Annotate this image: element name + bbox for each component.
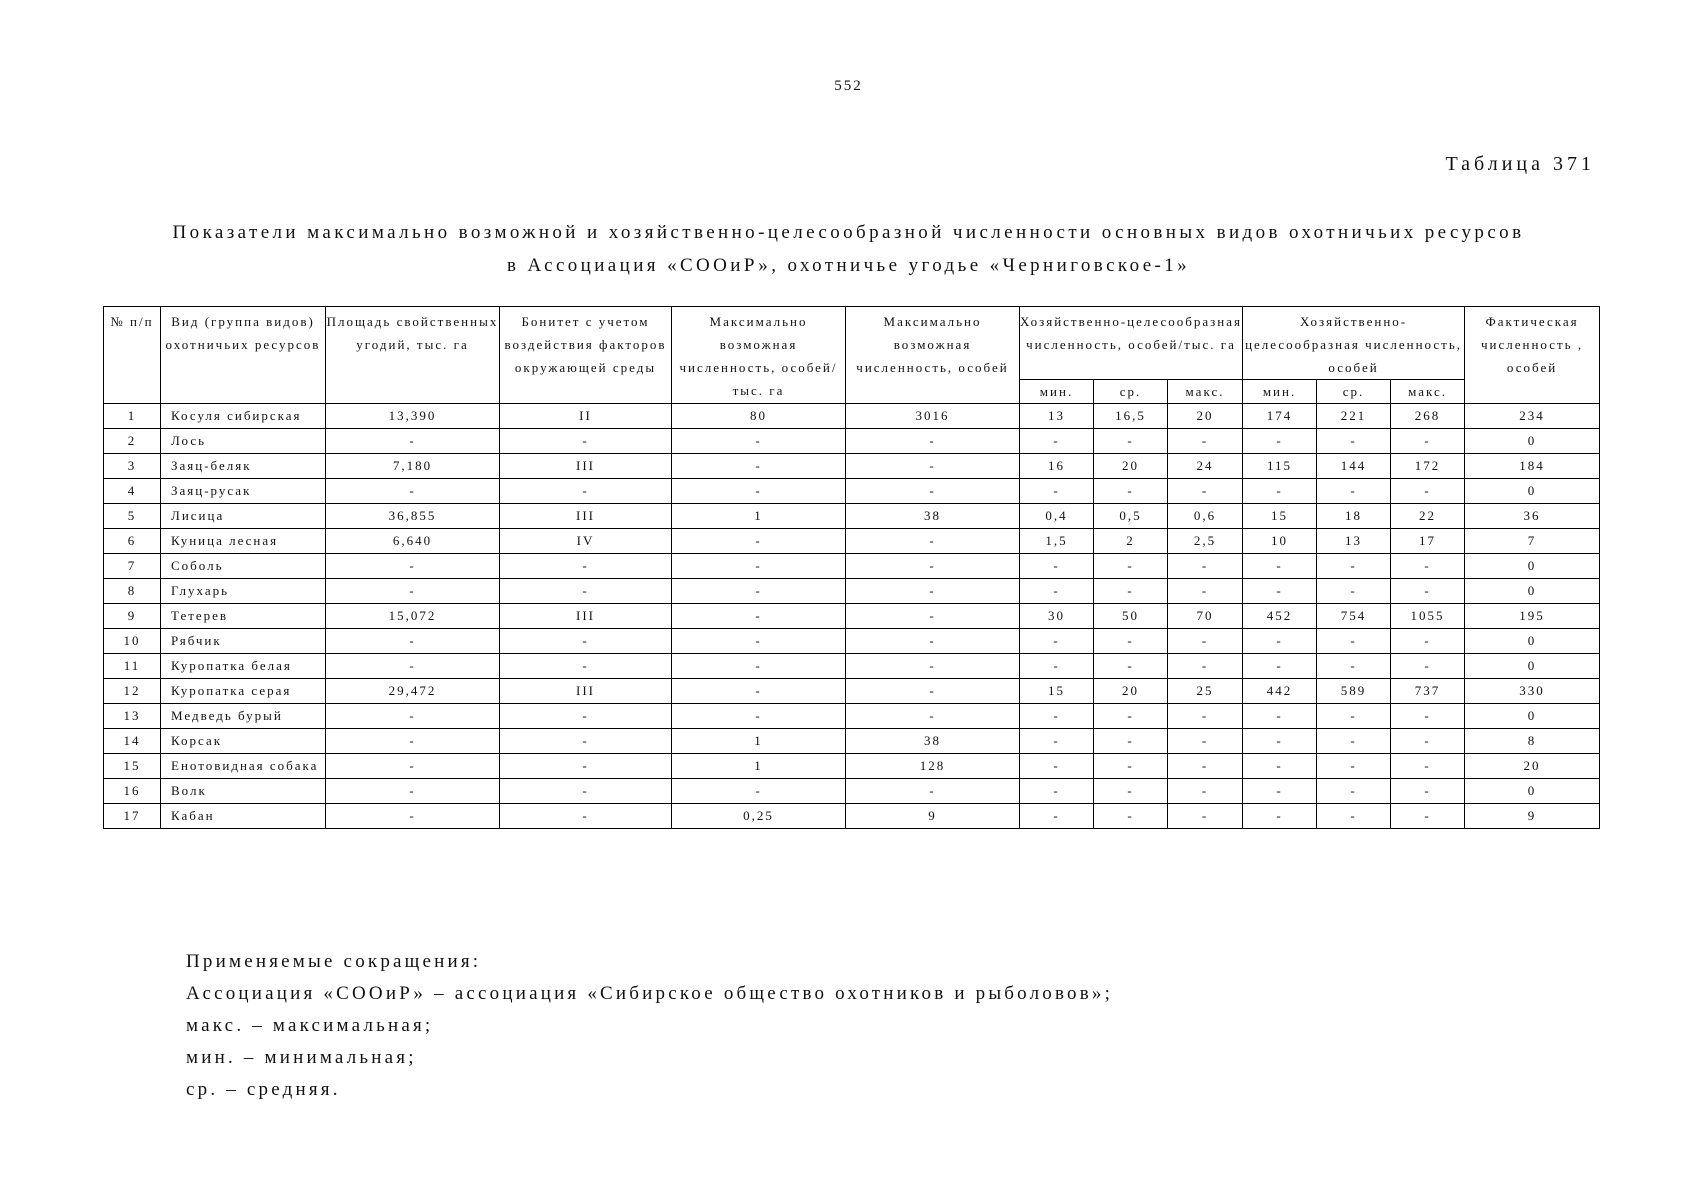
table-cell: - xyxy=(500,579,672,604)
table-cell: - xyxy=(1168,554,1243,579)
table-cell: - xyxy=(1243,704,1317,729)
table-cell: - xyxy=(500,479,672,504)
table-row xyxy=(104,604,1600,629)
table-cell: - xyxy=(500,754,672,779)
table-cell: 13,390 xyxy=(326,404,500,429)
table-cell: - xyxy=(326,779,500,804)
table-cell: - xyxy=(326,554,500,579)
table-cell: - xyxy=(500,729,672,754)
species-cell: Куропатка серая xyxy=(161,679,326,704)
table-cell: - xyxy=(1391,629,1465,654)
table-cell: II xyxy=(500,404,672,429)
table-cell: 22 xyxy=(1391,504,1465,529)
table-cell: - xyxy=(1317,729,1391,754)
header-econ-density: Хозяйственно-целесообразная численность, особей/тыс. га xyxy=(1020,307,1243,380)
table-cell: 13 xyxy=(1020,404,1094,429)
table-cell: - xyxy=(1243,779,1317,804)
table-cell: - xyxy=(846,604,1020,629)
table-cell: 195 xyxy=(1465,604,1600,629)
table-cell: 17 xyxy=(1391,529,1465,554)
table-cell: - xyxy=(1243,479,1317,504)
table-row xyxy=(104,504,1600,529)
table-cell: - xyxy=(846,429,1020,454)
table-cell: - xyxy=(326,429,500,454)
table-cell: 25 xyxy=(1168,679,1243,704)
table-cell: - xyxy=(1094,479,1168,504)
table-cell: 0 xyxy=(1465,579,1600,604)
table-cell: 1,5 xyxy=(1020,529,1094,554)
table-cell: 13 xyxy=(1317,529,1391,554)
table-cell: 18 xyxy=(1317,504,1391,529)
table-cell: - xyxy=(1243,804,1317,829)
table-cell: - xyxy=(1020,554,1094,579)
table-cell: 36,855 xyxy=(326,504,500,529)
table-cell: 7 xyxy=(1465,529,1600,554)
header-actual: Фактическая численность , особей xyxy=(1465,307,1600,404)
table-row xyxy=(104,779,1600,804)
table-cell: - xyxy=(672,654,846,679)
subheader-max: макс. xyxy=(1168,380,1243,404)
table-cell: 80 xyxy=(672,404,846,429)
table-cell: - xyxy=(326,479,500,504)
species-cell: Лось xyxy=(161,429,326,454)
table-cell: III xyxy=(500,504,672,529)
table-cell: - xyxy=(672,604,846,629)
row-number-cell: 14 xyxy=(104,729,161,754)
table-cell: - xyxy=(1168,629,1243,654)
table-row xyxy=(104,679,1600,704)
table-cell: - xyxy=(672,679,846,704)
table-cell: 442 xyxy=(1243,679,1317,704)
table-cell: - xyxy=(672,629,846,654)
table-body xyxy=(104,404,1600,829)
species-cell: Соболь xyxy=(161,554,326,579)
row-number-cell: 4 xyxy=(104,479,161,504)
table-cell: 754 xyxy=(1317,604,1391,629)
table-cell: IV xyxy=(500,529,672,554)
table-cell: - xyxy=(1168,729,1243,754)
table-row xyxy=(104,479,1600,504)
subheader-min: мин. xyxy=(1243,380,1317,404)
table-cell: 221 xyxy=(1317,404,1391,429)
table-cell: - xyxy=(846,529,1020,554)
table-cell: - xyxy=(1094,804,1168,829)
table-cell: - xyxy=(1168,779,1243,804)
table-cell: - xyxy=(672,479,846,504)
table-cell: 1055 xyxy=(1391,604,1465,629)
table-caption xyxy=(0,216,1697,282)
table-cell: - xyxy=(500,429,672,454)
species-cell: Енотовидная собака xyxy=(161,754,326,779)
table-cell: 172 xyxy=(1391,454,1465,479)
table-cell: III xyxy=(500,604,672,629)
table-row xyxy=(104,804,1600,829)
table-cell: - xyxy=(1391,729,1465,754)
table-cell: - xyxy=(1317,754,1391,779)
table-cell: - xyxy=(1020,729,1094,754)
table-cell: - xyxy=(672,554,846,579)
row-number-cell: 5 xyxy=(104,504,161,529)
subheader-min: мин. xyxy=(1020,380,1094,404)
table-cell: - xyxy=(1317,629,1391,654)
table-cell: - xyxy=(1391,479,1465,504)
row-number-cell: 15 xyxy=(104,754,161,779)
table-cell: - xyxy=(1317,579,1391,604)
table-row xyxy=(104,404,1600,429)
table-cell: - xyxy=(1094,629,1168,654)
table-row xyxy=(104,629,1600,654)
notes-line: Ассоциация «СООиР» – ассоциация «Сибирское общество охотников и рыболовов»; xyxy=(186,983,1114,1004)
table-cell: 737 xyxy=(1391,679,1465,704)
table-cell: - xyxy=(846,554,1020,579)
table-cell: - xyxy=(1094,579,1168,604)
table-cell: - xyxy=(1317,429,1391,454)
table-cell: 15 xyxy=(1243,504,1317,529)
table-cell: 16 xyxy=(1020,454,1094,479)
species-cell: Куница лесная xyxy=(161,529,326,554)
table-cell: - xyxy=(1094,654,1168,679)
table-cell: 0 xyxy=(1465,629,1600,654)
table-cell: 38 xyxy=(846,729,1020,754)
table-cell: - xyxy=(1391,429,1465,454)
table-cell: 0,25 xyxy=(672,804,846,829)
table-cell: 20 xyxy=(1465,754,1600,779)
table-cell: 0 xyxy=(1465,654,1600,679)
table-cell: - xyxy=(1317,654,1391,679)
table-cell: - xyxy=(1391,704,1465,729)
row-number-cell: 16 xyxy=(104,779,161,804)
table-cell: 36 xyxy=(1465,504,1600,529)
table-cell: - xyxy=(326,804,500,829)
table-cell: 2 xyxy=(1094,529,1168,554)
header-max-density: Максимально возможная численность, особей/тыс. га xyxy=(672,307,846,404)
table-cell: 7,180 xyxy=(326,454,500,479)
table-cell: - xyxy=(672,454,846,479)
table-row xyxy=(104,554,1600,579)
table-cell: 8 xyxy=(1465,729,1600,754)
table-cell: - xyxy=(1168,479,1243,504)
table-cell: - xyxy=(846,579,1020,604)
table-row xyxy=(104,579,1600,604)
table-cell: - xyxy=(1020,754,1094,779)
subheader-avg: ср. xyxy=(1317,380,1391,404)
table-cell: 1 xyxy=(672,729,846,754)
table-cell: 20 xyxy=(1094,679,1168,704)
table-cell: - xyxy=(1168,754,1243,779)
table-cell: 174 xyxy=(1243,404,1317,429)
table-cell: 234 xyxy=(1465,404,1600,429)
row-number-cell: 2 xyxy=(104,429,161,454)
table-cell: - xyxy=(1094,429,1168,454)
table-cell: 589 xyxy=(1317,679,1391,704)
table-cell: - xyxy=(846,704,1020,729)
species-cell: Куропатка белая xyxy=(161,654,326,679)
table-cell: 20 xyxy=(1094,454,1168,479)
table-cell: 0 xyxy=(1465,479,1600,504)
table-cell: 20 xyxy=(1168,404,1243,429)
table-cell: 0 xyxy=(1465,429,1600,454)
table-cell: 38 xyxy=(846,504,1020,529)
table-cell: 9 xyxy=(1465,804,1600,829)
row-number-cell: 3 xyxy=(104,454,161,479)
species-cell: Корсак xyxy=(161,729,326,754)
table-cell: - xyxy=(1243,579,1317,604)
row-number-cell: 11 xyxy=(104,654,161,679)
table-cell: - xyxy=(672,779,846,804)
abbreviations-notes xyxy=(186,946,1113,1106)
data-table xyxy=(103,306,1600,829)
species-cell: Заяц-беляк xyxy=(161,454,326,479)
row-number-cell: 13 xyxy=(104,704,161,729)
table-cell: - xyxy=(1020,479,1094,504)
table-cell: 452 xyxy=(1243,604,1317,629)
table-cell: - xyxy=(1020,654,1094,679)
table-cell: III xyxy=(500,454,672,479)
table-cell: 1 xyxy=(672,754,846,779)
species-cell: Тетерев xyxy=(161,604,326,629)
table-cell: 115 xyxy=(1243,454,1317,479)
table-cell: 1 xyxy=(672,504,846,529)
table-cell: - xyxy=(672,579,846,604)
species-cell: Рябчик xyxy=(161,629,326,654)
page-number: 552 xyxy=(834,78,863,94)
species-cell: Косуля сибирская xyxy=(161,404,326,429)
table-row xyxy=(104,704,1600,729)
table-cell: - xyxy=(672,429,846,454)
species-cell: Волк xyxy=(161,779,326,804)
row-number-cell: 7 xyxy=(104,554,161,579)
table-cell: 29,472 xyxy=(326,679,500,704)
table-cell: - xyxy=(1317,804,1391,829)
row-number-cell: 9 xyxy=(104,604,161,629)
table-cell: - xyxy=(1391,754,1465,779)
table-cell: - xyxy=(1391,554,1465,579)
table-cell: - xyxy=(1020,779,1094,804)
notes-line: макс. – максимальная; xyxy=(186,1015,434,1036)
table-cell: 15 xyxy=(1020,679,1094,704)
table-cell: - xyxy=(1317,479,1391,504)
table-cell: 144 xyxy=(1317,454,1391,479)
row-number-cell: 17 xyxy=(104,804,161,829)
table-cell: 6,640 xyxy=(326,529,500,554)
table-cell: - xyxy=(326,729,500,754)
notes-heading: Применяемые сокращения: xyxy=(186,951,482,972)
table-row xyxy=(104,729,1600,754)
table-cell: 184 xyxy=(1465,454,1600,479)
header-species: Вид (группа видов) охотничьих ресурсов xyxy=(161,307,326,404)
table-cell: 0 xyxy=(1465,704,1600,729)
table-cell: - xyxy=(1317,704,1391,729)
table-cell: - xyxy=(326,579,500,604)
table-cell: - xyxy=(1391,654,1465,679)
table-cell: 24 xyxy=(1168,454,1243,479)
table-row xyxy=(104,754,1600,779)
species-cell: Глухарь xyxy=(161,579,326,604)
table-cell: - xyxy=(500,779,672,804)
table-cell: 2,5 xyxy=(1168,529,1243,554)
table-cell: - xyxy=(1243,654,1317,679)
row-number-cell: 10 xyxy=(104,629,161,654)
table-cell: 0 xyxy=(1465,554,1600,579)
header-row xyxy=(104,307,1600,380)
table-cell: - xyxy=(1094,754,1168,779)
table-cell: - xyxy=(1094,554,1168,579)
table-cell: - xyxy=(500,629,672,654)
table-cell: 50 xyxy=(1094,604,1168,629)
table-cell: 0,5 xyxy=(1094,504,1168,529)
table-cell: - xyxy=(846,779,1020,804)
table-cell: III xyxy=(500,679,672,704)
table-cell: 268 xyxy=(1391,404,1465,429)
table-cell: - xyxy=(846,654,1020,679)
table-cell: - xyxy=(1094,779,1168,804)
table-cell: - xyxy=(846,679,1020,704)
table-cell: - xyxy=(1243,729,1317,754)
row-number-cell: 6 xyxy=(104,529,161,554)
table-row xyxy=(104,529,1600,554)
table-row xyxy=(104,654,1600,679)
table-cell: 3016 xyxy=(846,404,1020,429)
notes-line: мин. – минимальная; xyxy=(186,1047,417,1068)
table-cell: 0 xyxy=(1465,779,1600,804)
table-cell: - xyxy=(500,804,672,829)
table-cell: - xyxy=(326,754,500,779)
header-econ-count: Хозяйственно-целесообразная численность, особей xyxy=(1243,307,1465,380)
table-cell: - xyxy=(326,654,500,679)
caption-line: в Ассоциация «СООиР», охотничье угодье «Черниговское-1» xyxy=(506,255,1191,276)
table-cell: - xyxy=(1391,579,1465,604)
header-num: № п/п xyxy=(104,307,161,404)
header-max-count: Максимально возможная численность, особей xyxy=(846,307,1020,404)
row-number-cell: 8 xyxy=(104,579,161,604)
table-cell: - xyxy=(500,704,672,729)
table-cell: - xyxy=(1391,804,1465,829)
table-cell: 15,072 xyxy=(326,604,500,629)
table-cell: - xyxy=(1243,554,1317,579)
table-cell: - xyxy=(1243,429,1317,454)
table-row xyxy=(104,454,1600,479)
table-cell: 9 xyxy=(846,804,1020,829)
table-cell: - xyxy=(1020,629,1094,654)
table-cell: - xyxy=(1020,579,1094,604)
table-cell: - xyxy=(1168,704,1243,729)
table-cell: 0,4 xyxy=(1020,504,1094,529)
table-cell: - xyxy=(326,704,500,729)
table-cell: 30 xyxy=(1020,604,1094,629)
table-label: Таблица 371 xyxy=(1445,153,1595,175)
table-cell: - xyxy=(1020,429,1094,454)
table-cell: 16,5 xyxy=(1094,404,1168,429)
row-number-cell: 12 xyxy=(104,679,161,704)
table-cell: - xyxy=(1020,704,1094,729)
caption-line: Показатели максимально возможной и хозяйственно-целесообразной численности основных видов охотничьих ресурсов xyxy=(172,222,1525,243)
header-bonitet: Бонитет с учетом воздействия факторов окружающей среды xyxy=(500,307,672,404)
row-number-cell: 1 xyxy=(104,404,161,429)
table-cell: - xyxy=(1168,579,1243,604)
table-cell: 70 xyxy=(1168,604,1243,629)
subheader-max: макс. xyxy=(1391,380,1465,404)
table-cell: 0,6 xyxy=(1168,504,1243,529)
table-row xyxy=(104,429,1600,454)
table-cell: - xyxy=(672,529,846,554)
table-cell: - xyxy=(500,654,672,679)
table-cell: - xyxy=(1317,779,1391,804)
table-cell: - xyxy=(1243,754,1317,779)
table-cell: - xyxy=(1168,429,1243,454)
table-cell: - xyxy=(326,629,500,654)
table-cell: - xyxy=(500,554,672,579)
table-cell: - xyxy=(846,479,1020,504)
header-area: Площадь свойственных угодий, тыс. га xyxy=(326,307,500,404)
table-cell: - xyxy=(1243,629,1317,654)
table-cell: - xyxy=(1094,704,1168,729)
table-cell: - xyxy=(846,629,1020,654)
notes-line: ср. – средняя. xyxy=(186,1079,341,1100)
table-cell: - xyxy=(1094,729,1168,754)
table-cell: 10 xyxy=(1243,529,1317,554)
table-cell: 330 xyxy=(1465,679,1600,704)
table-cell: - xyxy=(1168,654,1243,679)
table-cell: - xyxy=(672,704,846,729)
table-cell: 128 xyxy=(846,754,1020,779)
species-cell: Лисица xyxy=(161,504,326,529)
table-cell: - xyxy=(1168,804,1243,829)
table-cell: - xyxy=(1317,554,1391,579)
table-cell: - xyxy=(846,454,1020,479)
subheader-avg: ср. xyxy=(1094,380,1168,404)
species-cell: Кабан xyxy=(161,804,326,829)
species-cell: Заяц-русак xyxy=(161,479,326,504)
species-cell: Медведь бурый xyxy=(161,704,326,729)
table-cell: - xyxy=(1391,779,1465,804)
table-cell: - xyxy=(1020,804,1094,829)
